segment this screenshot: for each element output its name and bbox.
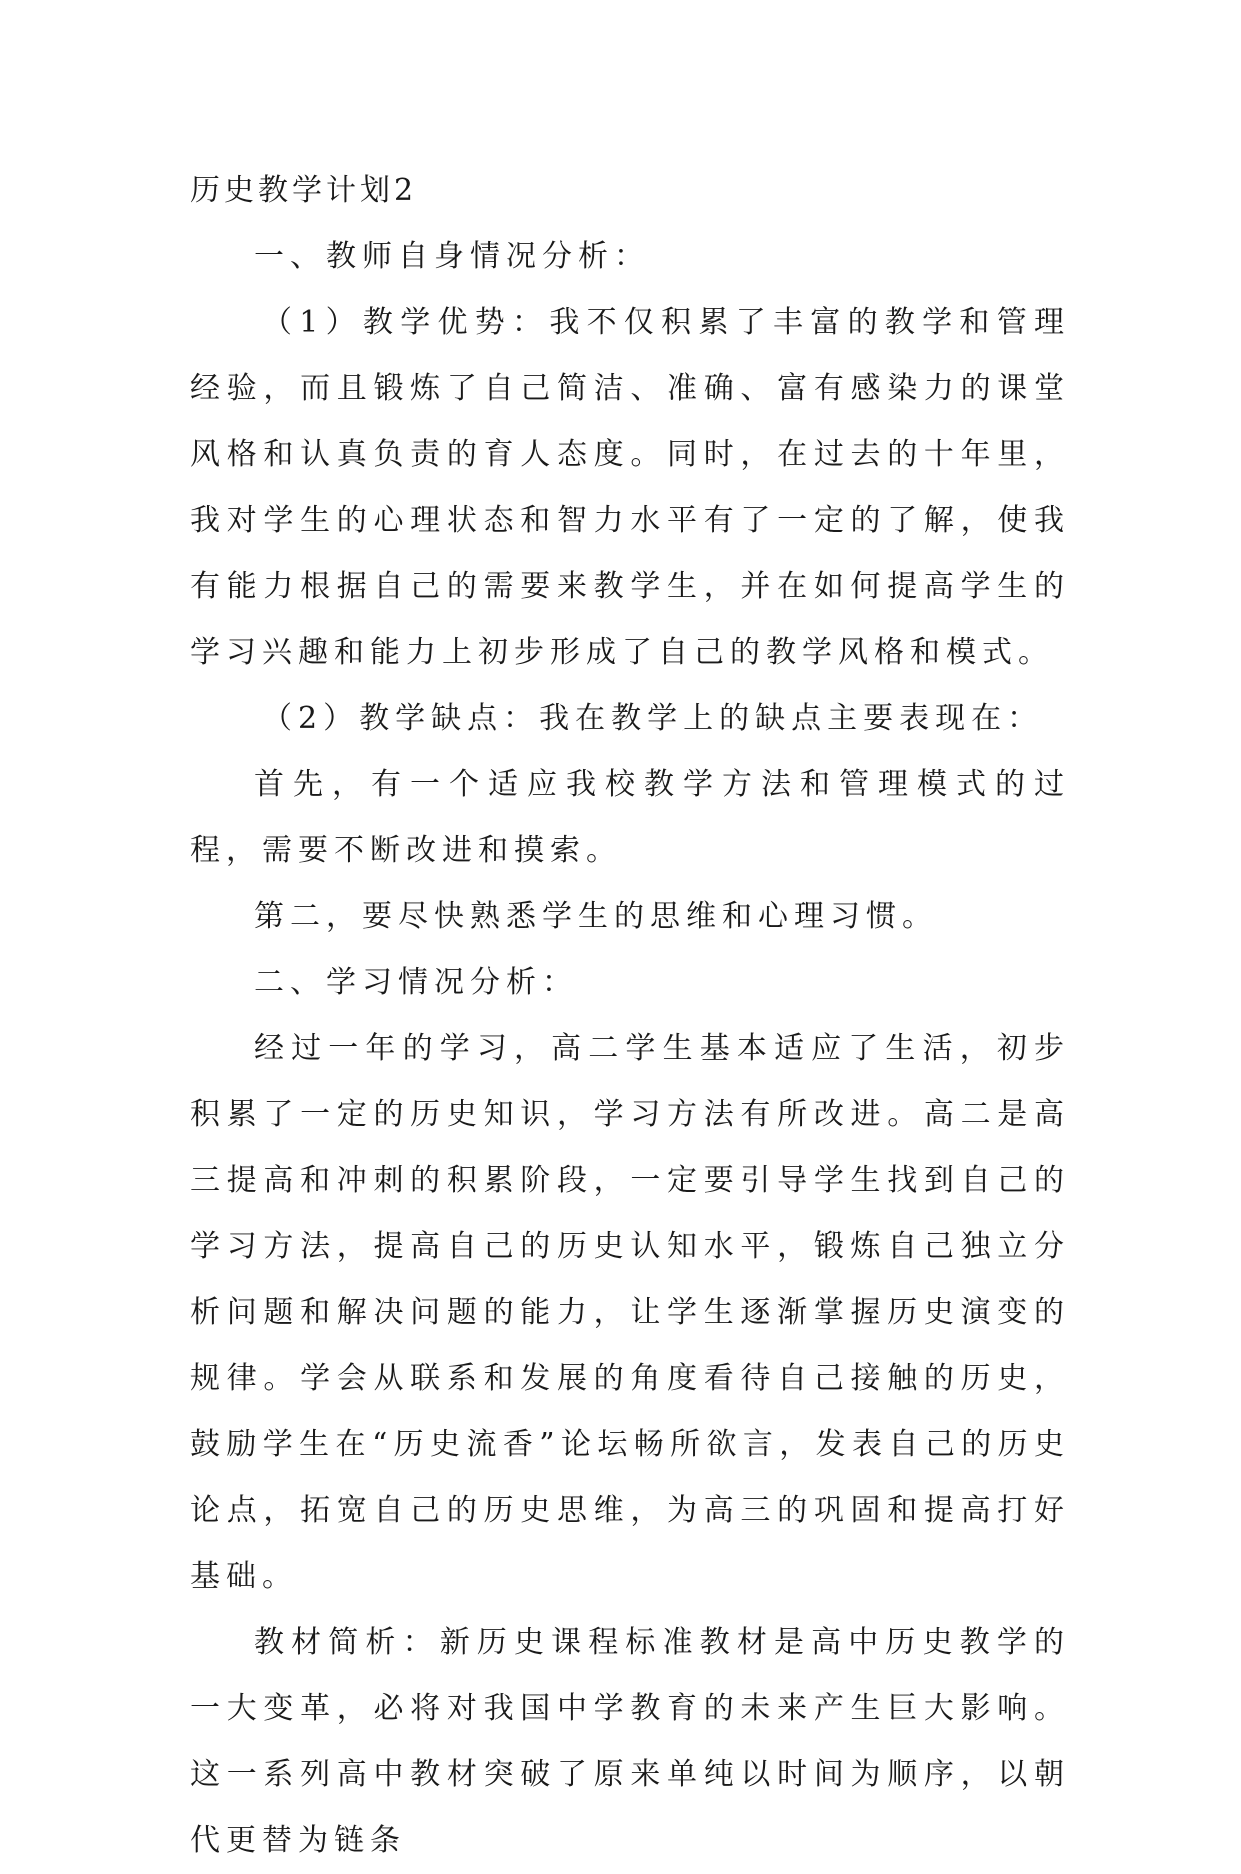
paragraph-learning-situation: 经过一年的学习，高二学生基本适应了生活，初步积累了一定的历史知识，学习方法有所改进。高二是高三提高和冲刺的积累阶段，一定要引导学生找到自己的学习方法，提高自己的历史认知水平，锻炼自己独立分析问题和解决问题的能力，让学生逐渐掌握历史演变的规律。学会从联系和发展的角度看待自己接触的历史，鼓励学生在“历史流香”论坛畅所欲言，发表自己的历史论点，拓宽自己的历史思维，为高三的巩固和提高打好基础。 — [190, 1031, 1070, 1594]
paragraph-first-point: 首先，有一个适应我校教学方法和管理模式的过程，需要不断改进和摸索。 — [190, 767, 1070, 868]
paragraph-teaching-weaknesses: （2）教学缺点：我在教学上的缺点主要表现在： — [262, 701, 1044, 736]
paragraph-textbook-analysis: 教材简析：新历史课程标准教材是高中历史教学的一大变革，必将对我国中学教育的未来产生巨大影响。这一系列高中教材突破了原来单纯以时间为顺序，以朝代更替为链条 — [190, 1625, 1070, 1858]
paragraph-second-point: 第二，要尽快熟悉学生的思维和心理习惯。 — [254, 899, 938, 934]
document-body — [190, 158, 1070, 1874]
section-heading-teacher-analysis: 一、教师自身情况分析： — [254, 239, 650, 274]
paragraph-teaching-strengths: （1）教学优势：我不仅积累了丰富的教学和管理经验，而且锻炼了自己简洁、准确、富有感染力的课堂风格和认真负责的育人态度。同时，在过去的十年里，我对学生的心理状态和智力水平有了一定的了解，使我有能力根据自己的需要来教学生，并在如何提高学生的学习兴趣和能力上初步形成了自己的教学风格和模式。 — [190, 305, 1070, 670]
section-heading-learning-analysis: 二、学习情况分析： — [254, 965, 578, 1000]
document-title: 历史教学计划2 — [190, 173, 418, 208]
